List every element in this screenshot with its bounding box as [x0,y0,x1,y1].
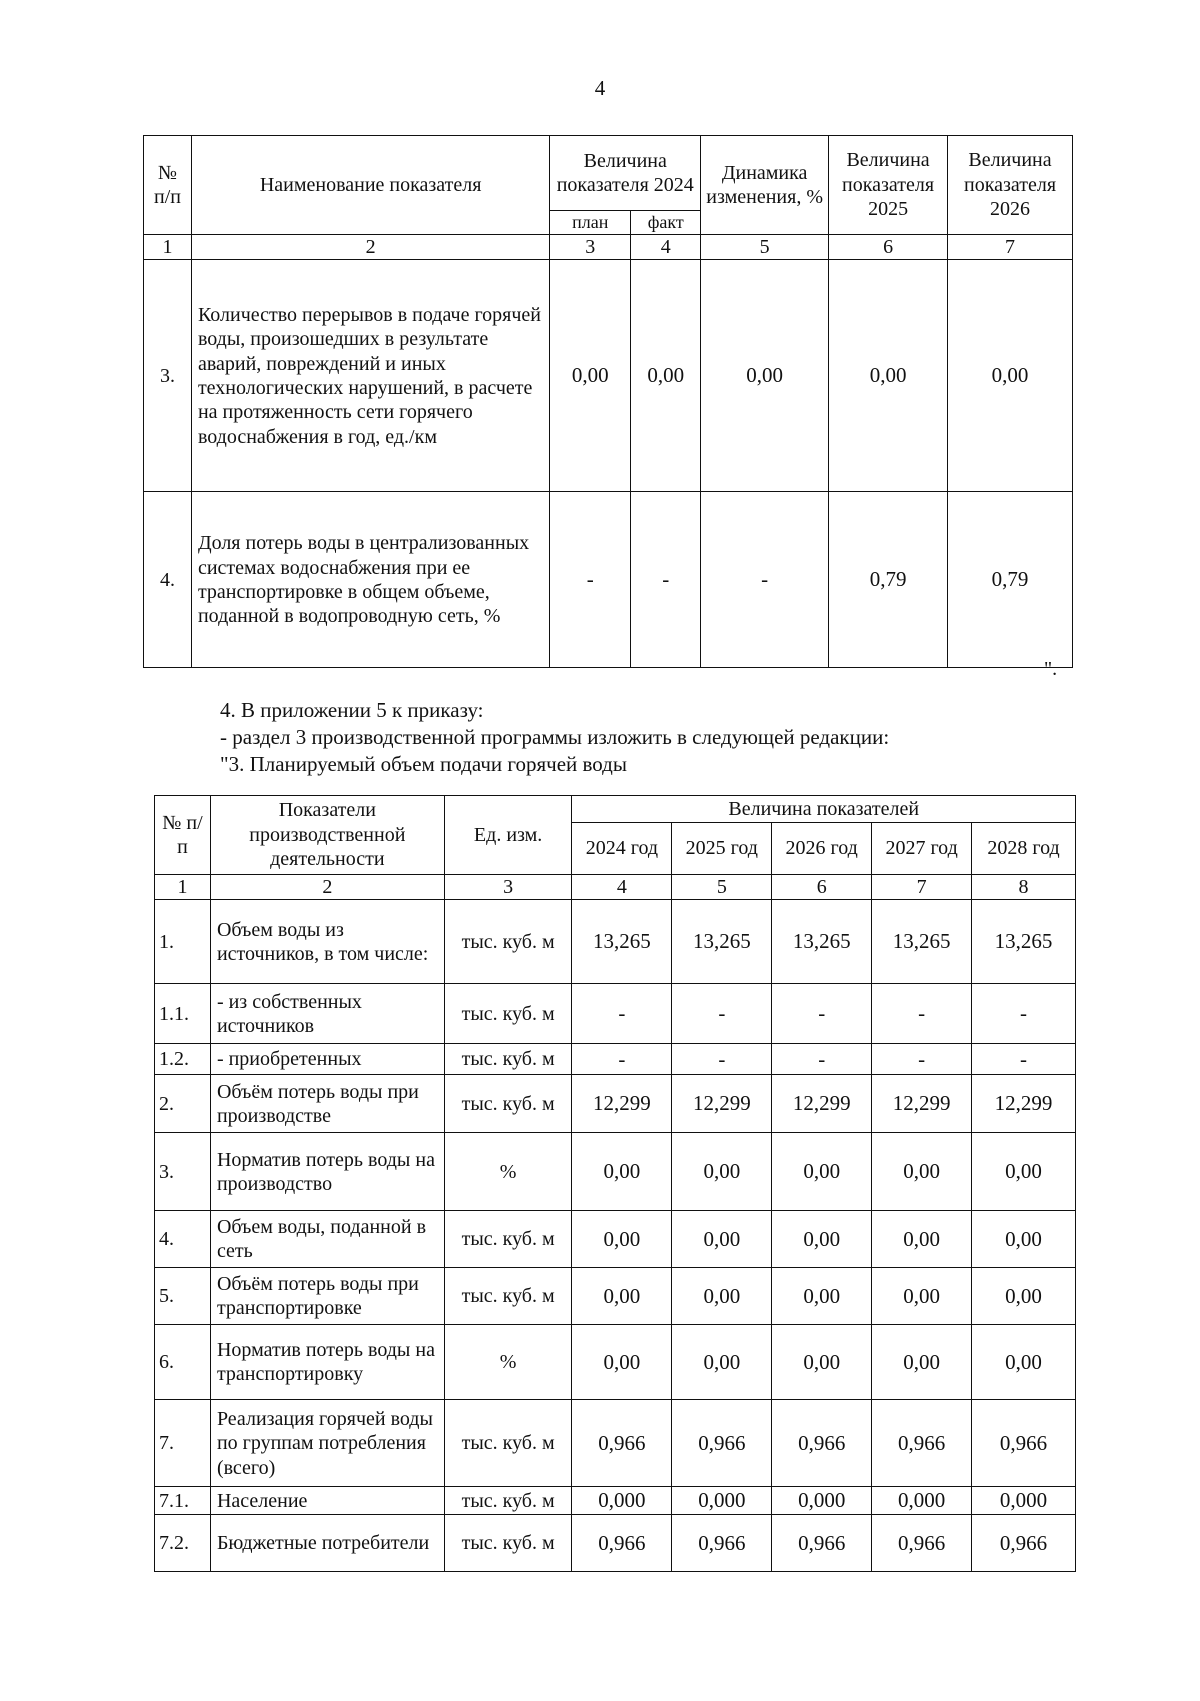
col-number: 5 [701,235,829,260]
row-value: 0,00 [572,1211,672,1268]
paragraph-line: "3. Планируемый объем подачи горячей воды [220,752,627,776]
col-number: 4 [631,235,701,260]
header-year: 2028 год [972,823,1076,875]
row-unit: тыс. куб. м [444,1400,572,1487]
row-value: 0,00 [872,1211,972,1268]
row-name: Доля потерь воды в централизованных системах водоснабжения при ее транспортировке в общем объеме, поданной в водопроводную сеть, % [191,492,549,668]
table-row [155,1211,1076,1268]
closing-quote: ". [1044,658,1058,680]
table-row [155,1044,1076,1075]
row-name: Объем воды из источников, в том числе: [210,900,444,984]
table-row [155,1325,1076,1400]
row-name: - из собственных источников [210,984,444,1044]
row-num: 7.2. [155,1515,211,1572]
row-value: 12,299 [972,1075,1076,1133]
row-value: 0,00 [872,1325,972,1400]
col-number: 7 [948,235,1073,260]
header-fact: факт [631,211,701,235]
row-value: 12,299 [672,1075,772,1133]
row-value: 0,00 [972,1268,1076,1325]
column-number-row [144,235,1073,260]
row-value: 0,966 [672,1400,772,1487]
row-value-2026: 0,00 [948,260,1073,492]
row-value: 0,00 [672,1268,772,1325]
col-number: 4 [572,875,672,900]
row-value: 0,966 [572,1515,672,1572]
row-num: 7. [155,1400,211,1487]
row-value: 0,00 [972,1133,1076,1211]
row-value: - [672,984,772,1044]
table-row [144,492,1073,668]
header-values-group: Величина показателей [572,796,1076,823]
row-value-2025: 0,00 [829,260,948,492]
row-value: 0,00 [772,1325,872,1400]
row-value: 13,265 [872,900,972,984]
row-value: 0,966 [972,1400,1076,1487]
row-unit: % [444,1325,572,1400]
row-value: 0,00 [572,1325,672,1400]
table-row [155,900,1076,984]
row-value: - [672,1044,772,1075]
row-value: - [772,1044,872,1075]
row-value: 13,265 [572,900,672,984]
row-value: 0,00 [772,1211,872,1268]
header-unit: Ед. изм. [444,796,572,875]
table-row [155,1268,1076,1325]
row-num: 1. [155,900,211,984]
header-year: 2025 год [672,823,772,875]
row-fact: 0,00 [631,260,701,492]
row-value: - [872,984,972,1044]
table-row [155,984,1076,1044]
row-value: - [572,984,672,1044]
row-value: 0,000 [972,1487,1076,1515]
row-value: 0,00 [572,1133,672,1211]
row-num: 5. [155,1268,211,1325]
header-year: 2026 год [772,823,872,875]
header-year: 2024 год [572,823,672,875]
row-value: 0,00 [672,1325,772,1400]
col-number: 7 [872,875,972,900]
row-value: 0,00 [872,1133,972,1211]
header-plan: план [550,211,631,235]
table-row [155,1133,1076,1211]
header-dynamics: Динамика изменения, % [701,136,829,235]
row-dynamics: 0,00 [701,260,829,492]
col-number: 2 [191,235,549,260]
row-dynamics: - [701,492,829,668]
row-unit: тыс. куб. м [444,900,572,984]
row-value: 0,00 [772,1133,872,1211]
row-num: 4. [144,492,192,668]
row-unit: тыс. куб. м [444,1044,572,1075]
col-number: 6 [772,875,872,900]
row-value: 13,265 [972,900,1076,984]
header-value-2024: Величина показателя 2024 [550,136,701,211]
header-value-2026: Величина показателя 2026 [948,136,1073,235]
row-value: 0,00 [872,1268,972,1325]
hot-water-volume-table [154,795,1076,1572]
row-value: 0,00 [972,1325,1076,1400]
row-name: Реализация горячей воды по группам потребления (всего) [210,1400,444,1487]
row-name: Объём потерь воды при транспортировке [210,1268,444,1325]
row-unit: тыс. куб. м [444,1515,572,1572]
row-name: Количество перерывов в подаче горячей воды, произошедших в результате аварий, повреждений и иных технологических нарушений, в расчете на протяженность сети горячего водоснабжения в год, ед./км [191,260,549,492]
table-row [155,1400,1076,1487]
page-number: 4 [594,76,606,100]
col-number: 6 [829,235,948,260]
paragraph-line: 4. В приложении 5 к приказу: [220,698,484,722]
header-name: Наименование показателя [191,136,549,235]
col-number: 8 [972,875,1076,900]
col-number: 2 [210,875,444,900]
amendment-paragraph [220,697,889,778]
indicators-table [143,135,1073,668]
row-num: 1.1. [155,984,211,1044]
row-value: - [972,1044,1076,1075]
row-name: Бюджетные потребители [210,1515,444,1572]
col-number: 3 [550,235,631,260]
table-row [144,260,1073,492]
row-unit: тыс. куб. м [444,984,572,1044]
row-name: Норматив потерь воды на транспортировку [210,1325,444,1400]
row-value: 0,000 [572,1487,672,1515]
row-num: 6. [155,1325,211,1400]
col-number: 3 [444,875,572,900]
row-value: 0,00 [672,1133,772,1211]
col-number: 1 [155,875,211,900]
column-number-row [155,875,1076,900]
row-unit: тыс. куб. м [444,1268,572,1325]
row-plan: - [550,492,631,668]
row-name: Норматив потерь воды на производство [210,1133,444,1211]
header-num: № п/п [144,136,192,235]
row-unit: % [444,1133,572,1211]
row-value: 13,265 [672,900,772,984]
header-name: Показатели производственной деятельности [210,796,444,875]
header-year: 2027 год [872,823,972,875]
row-value-2026: 0,79 [948,492,1073,668]
row-unit: тыс. куб. м [444,1211,572,1268]
row-num: 3. [144,260,192,492]
row-value: 0,00 [672,1211,772,1268]
row-num: 3. [155,1133,211,1211]
row-value: 0,000 [872,1487,972,1515]
row-num: 1.2. [155,1044,211,1075]
row-value: 0,000 [672,1487,772,1515]
col-number: 1 [144,235,192,260]
row-value: 0,966 [972,1515,1076,1572]
table-row [155,1515,1076,1572]
row-value: 0,00 [972,1211,1076,1268]
row-value: 13,265 [772,900,872,984]
col-number: 5 [672,875,772,900]
row-value: 12,299 [572,1075,672,1133]
row-value: 0,00 [572,1268,672,1325]
table-row [155,1075,1076,1133]
row-value: 0,966 [572,1400,672,1487]
row-unit: тыс. куб. м [444,1075,572,1133]
row-unit: тыс. куб. м [444,1487,572,1515]
table-row [155,1487,1076,1515]
row-value: 0,966 [672,1515,772,1572]
row-value: - [972,984,1076,1044]
row-value-2025: 0,79 [829,492,948,668]
row-name: - приобретенных [210,1044,444,1075]
row-value: 0,966 [772,1400,872,1487]
row-value: 0,00 [772,1268,872,1325]
paragraph-line: - раздел 3 производственной программы изложить в следующей редакции: [220,725,890,749]
row-value: - [572,1044,672,1075]
row-value: 0,966 [872,1515,972,1572]
header-value-2025: Величина показателя 2025 [829,136,948,235]
header-num: № п/п [155,796,211,875]
row-num: 4. [155,1211,211,1268]
row-value: - [872,1044,972,1075]
row-fact: - [631,492,701,668]
row-value: 12,299 [772,1075,872,1133]
row-num: 2. [155,1075,211,1133]
row-name: Население [210,1487,444,1515]
row-name: Объем воды, поданной в сеть [210,1211,444,1268]
row-num: 7.1. [155,1487,211,1515]
row-value: 12,299 [872,1075,972,1133]
row-value: 0,966 [872,1400,972,1487]
row-value: 0,966 [772,1515,872,1572]
row-value: - [772,984,872,1044]
row-plan: 0,00 [550,260,631,492]
row-name: Объём потерь воды при производстве [210,1075,444,1133]
row-value: 0,000 [772,1487,872,1515]
